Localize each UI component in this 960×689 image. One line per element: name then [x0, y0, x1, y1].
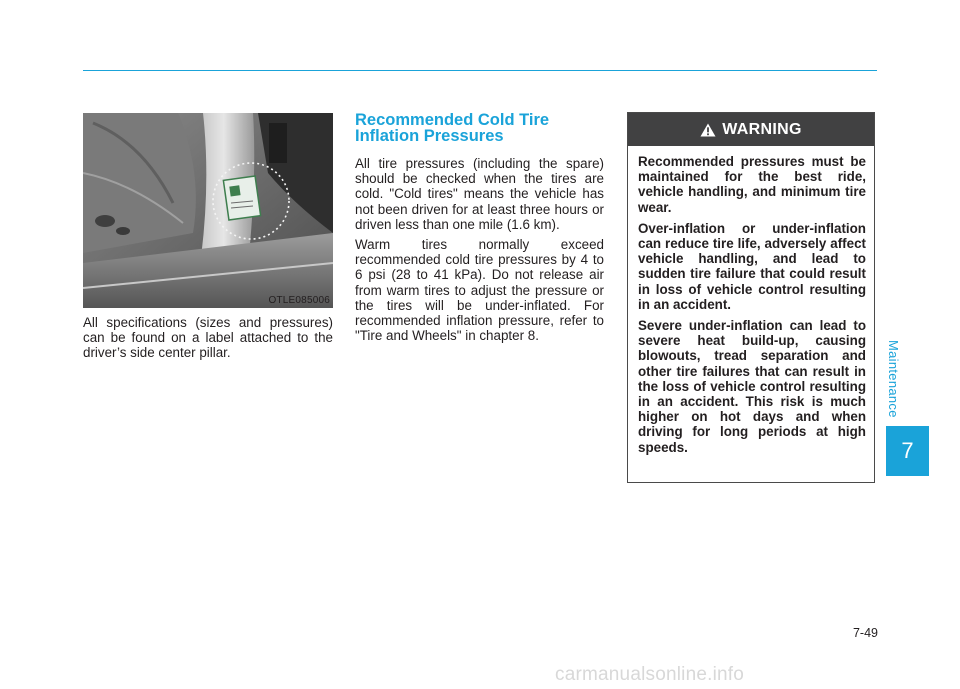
heading-line-2: Inflation Pressures: [355, 127, 504, 145]
warning-triangle-icon: [700, 123, 716, 137]
warning-body: [628, 146, 874, 455]
tire-label-photo: [83, 113, 333, 308]
heading-line-1: Recommended Cold Tire: [355, 111, 550, 129]
door-pillar-illustration: [83, 113, 333, 308]
middle-column: [355, 112, 604, 343]
warning-box: [627, 112, 875, 483]
warning-header: [628, 113, 874, 146]
tire-spec-location-text: All specifications (sizes and pressures) can be found on a label attached to the driver’s side center pillar.: [83, 315, 333, 361]
photo-code: OTLE085006: [268, 295, 330, 306]
chapter-number: 7: [901, 438, 914, 463]
warning-paragraph: Recommended pressures must be maintained for the best ride, vehicle handling, and minimum tire wear.: [638, 154, 866, 215]
top-rule: [83, 70, 877, 71]
watermark: carmanualsonline.info: [555, 664, 745, 685]
cold-tires-paragraph: All tire pressures (including the spare) should be checked when the tires are cold. "Cold tires" means the vehicle has not been driven for at least three hours or driven less than one mile (1.6 km).: [355, 156, 604, 232]
left-column-text: [83, 315, 333, 361]
section-heading: [355, 112, 604, 144]
warning-paragraph: Severe under-inflation can lead to severe heat build-up, causing blowouts, tread separation and other tire failures that can result in the loss of vehicle control resulting in an accident. This risk is much higher on hot days and when driving for long periods at high speeds.: [638, 318, 866, 455]
section-label: Maintenance: [886, 340, 901, 418]
warning-title: WARNING: [722, 120, 802, 138]
page-number: 7-49: [852, 626, 878, 640]
chapter-tab: [886, 426, 929, 476]
warm-tires-paragraph: Warm tires normally exceed recommended cold tire pressures by 4 to 6 psi (28 to 41 kPa). Do not release air from warm tires to adjust the pressure or the tires will be under-inflated. For recommended inflation pressure, refer to "Tire and Wheels" in chapter 8.: [355, 237, 604, 344]
warning-paragraph: Over-inflation or under-inflation can reduce tire life, adversely affect vehicle handling, and lead to sudden tire failure that could result in loss of vehicle control resulting in an accident.: [638, 220, 866, 312]
